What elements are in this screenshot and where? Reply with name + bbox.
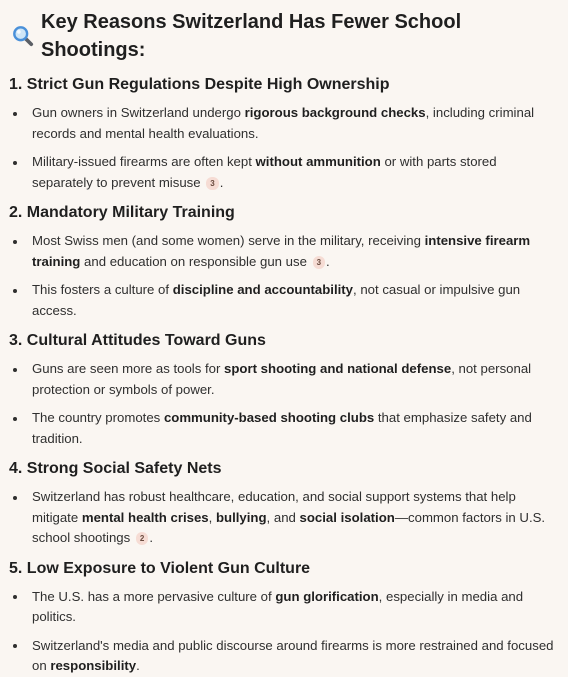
citation-badge[interactable]: 3 <box>206 177 218 190</box>
citation-badge[interactable]: 2 <box>136 532 148 545</box>
list-item: Military-issued firearms are often kept without ammunition or with parts stored separately to prevent misuse 3 . <box>12 152 558 193</box>
list-item: Switzerland has robust healthcare, education, and social support systems that help mitigate mental health crises, bullying, and social isolation—common factors in U.S. school shootings 2 . <box>12 487 558 549</box>
list-item: Gun owners in Switzerland undergo rigorous background checks, including criminal records and mental health evaluations. <box>12 103 558 144</box>
section-heading: 4. Strong Social Safety Nets <box>9 460 222 477</box>
list-item: Switzerland's media and public discourse around firearms is more restrained and focused on responsibility. <box>12 636 558 677</box>
bullet-list <box>12 359 558 449</box>
page-title <box>12 8 558 64</box>
section-social-safety-nets <box>9 458 558 549</box>
section-violent-gun-culture <box>9 558 558 677</box>
section-heading: 1. Strict Gun Regulations Despite High Ownership <box>9 76 390 93</box>
section-military-training <box>9 202 558 321</box>
list-item: The U.S. has a more pervasive culture of gun glorification, especially in media and politics. <box>12 587 558 628</box>
bullet-list <box>12 587 558 677</box>
bullet-list <box>12 103 558 193</box>
section-heading: 3. Cultural Attitudes Toward Guns <box>9 332 266 349</box>
list-item: Guns are seen more as tools for sport shooting and national defense, not personal protection or symbols of power. <box>12 359 558 400</box>
section-heading: 5. Low Exposure to Violent Gun Culture <box>9 559 311 577</box>
section-heading: 2. Mandatory Military Training <box>9 204 235 221</box>
list-item: The country promotes community-based shooting clubs that emphasize safety and tradition. <box>12 408 558 449</box>
magnifying-glass-icon <box>12 25 34 47</box>
bullet-list <box>12 231 558 321</box>
list-item: Most Swiss men (and some women) serve in the military, receiving intensive firearm training and education on responsible gun use 3 . <box>12 231 558 272</box>
list-item: This fosters a culture of discipline and accountability, not casual or impulsive gun access. <box>12 280 558 321</box>
section-gun-regulations <box>9 74 558 193</box>
section-cultural-attitudes <box>9 330 558 449</box>
bullet-list <box>12 487 558 549</box>
page-title-text: Key Reasons Switzerland Has Fewer School Shootings: <box>41 11 462 61</box>
citation-badge[interactable]: 3 <box>313 256 325 269</box>
